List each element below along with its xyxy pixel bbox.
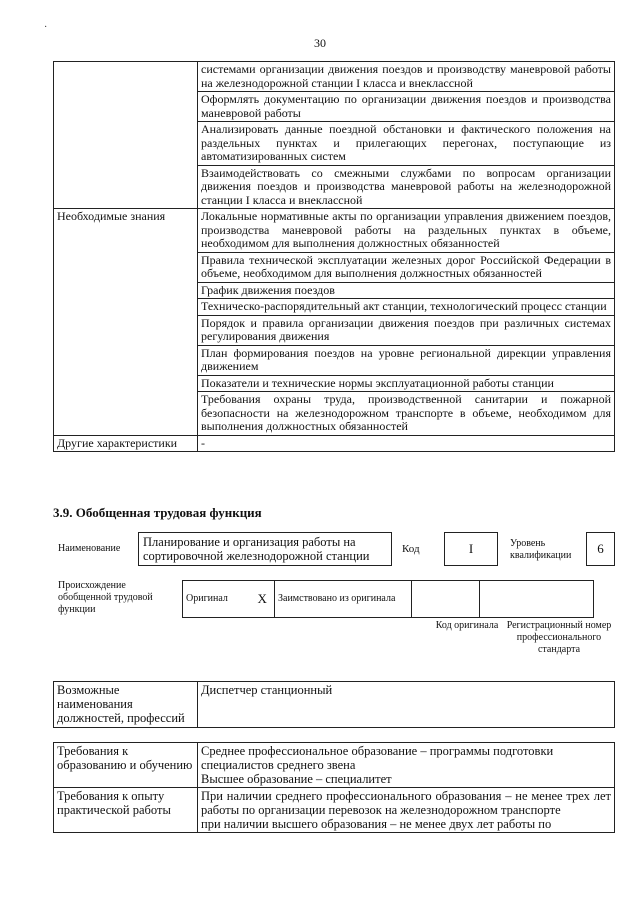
experience-line: при наличии высшего образования – не менее двух лет работы по [201,817,552,831]
table-cell: Оформлять документацию по организации движения поездов и производства маневровой работы [198,92,615,122]
table-cell: График движения поездов [198,282,615,299]
row-label-continued [54,62,198,209]
experience-label: Требования к опыту практической работы [54,788,198,833]
knowledge-skills-table [53,61,615,452]
experience-value [198,788,615,833]
page-number: 30 [314,36,326,50]
table-cell: Требования охраны труда, производственной санитарии и пожарной безопасности на железнодорожном транспорте в объеме, необходимом для выполнения должностных обязанностей [198,392,615,436]
experience-line: При наличии среднего профессионального образования – не менее трех лет работы по организации перевозок на железнодорожном транспорте [201,789,611,817]
table-cell: Показатели и технические нормы эксплуатационной работы станции [198,375,615,392]
code-label: Код [402,543,420,555]
function-name-box: Планирование и организация работы на сортировочной железнодорожной станции [138,532,392,566]
code-original-cell [412,581,480,618]
table-cell: - [198,435,615,452]
original-label: Оригинал [183,581,251,618]
table-cell: Техническо-распорядительный акт станции, технологический процесс станции [198,299,615,316]
origin-table [182,580,594,618]
original-mark: X [251,581,275,618]
level-value-box: 6 [586,532,615,566]
reg-number-caption: Регистрационный номер профессионального стандарта [506,620,612,655]
section-title: 3.9. Обобщенная трудовая функция [53,505,262,520]
borrowed-label: Заимствовано из оригинала [275,581,412,618]
table-cell: Правила технической эксплуатации железных дорог Российской Федерации в объеме, необходимом для выполнения должностных обязанностей [198,252,615,282]
table-cell: План формирования поездов на уровне региональной дирекции управления движением [198,345,615,375]
table-cell: системами организации движения поездов и производству маневровой работы на железнодорожной станции I класса и внеклассной [198,62,615,92]
reg-number-cell [480,581,594,618]
education-label: Требования к образованию и обучению [54,743,198,788]
code-original-caption: Код оригинала [435,620,499,631]
education-line: Высшее образование – специалитет [201,772,392,786]
positions-label: Возможные наименования должностей, профессий [54,682,198,728]
name-label: Наименование [58,543,121,554]
education-line: Среднее профессиональное образование – программы подготовки специалистов среднего звена [201,744,554,772]
education-value [198,743,615,788]
level-label: Уровень квалификации [510,538,572,561]
positions-value: Диспетчер станционный [198,682,615,728]
row-label-knowledge: Необходимые знания [54,209,198,436]
origin-label: Происхождение обобщенной трудовой функции [58,580,153,615]
table-cell: Локальные нормативные акты по организации управления движением поездов, производства маневровой работы на раздельных пунктах в объеме, необходимом для выполнения должностных обязанностей [198,209,615,253]
positions-table [53,681,615,728]
table-cell: Анализировать данные поездной обстановки и фактического положения на раздельных пунктах и прилегающих перегонах, поступающие из автоматизированных систем [198,122,615,166]
row-label-other: Другие характеристики [54,435,198,452]
corner-mark: · [44,22,48,33]
requirements-table [53,742,615,833]
code-value-box: I [444,532,498,566]
table-cell: Порядок и правила организации движения поездов при различных системах регулирования движения [198,315,615,345]
table-cell: Взаимодействовать со смежными службами по вопросам организации движения поездов и производства маневровой работы на железнодорожной станции I класса и внеклассной [198,165,615,209]
